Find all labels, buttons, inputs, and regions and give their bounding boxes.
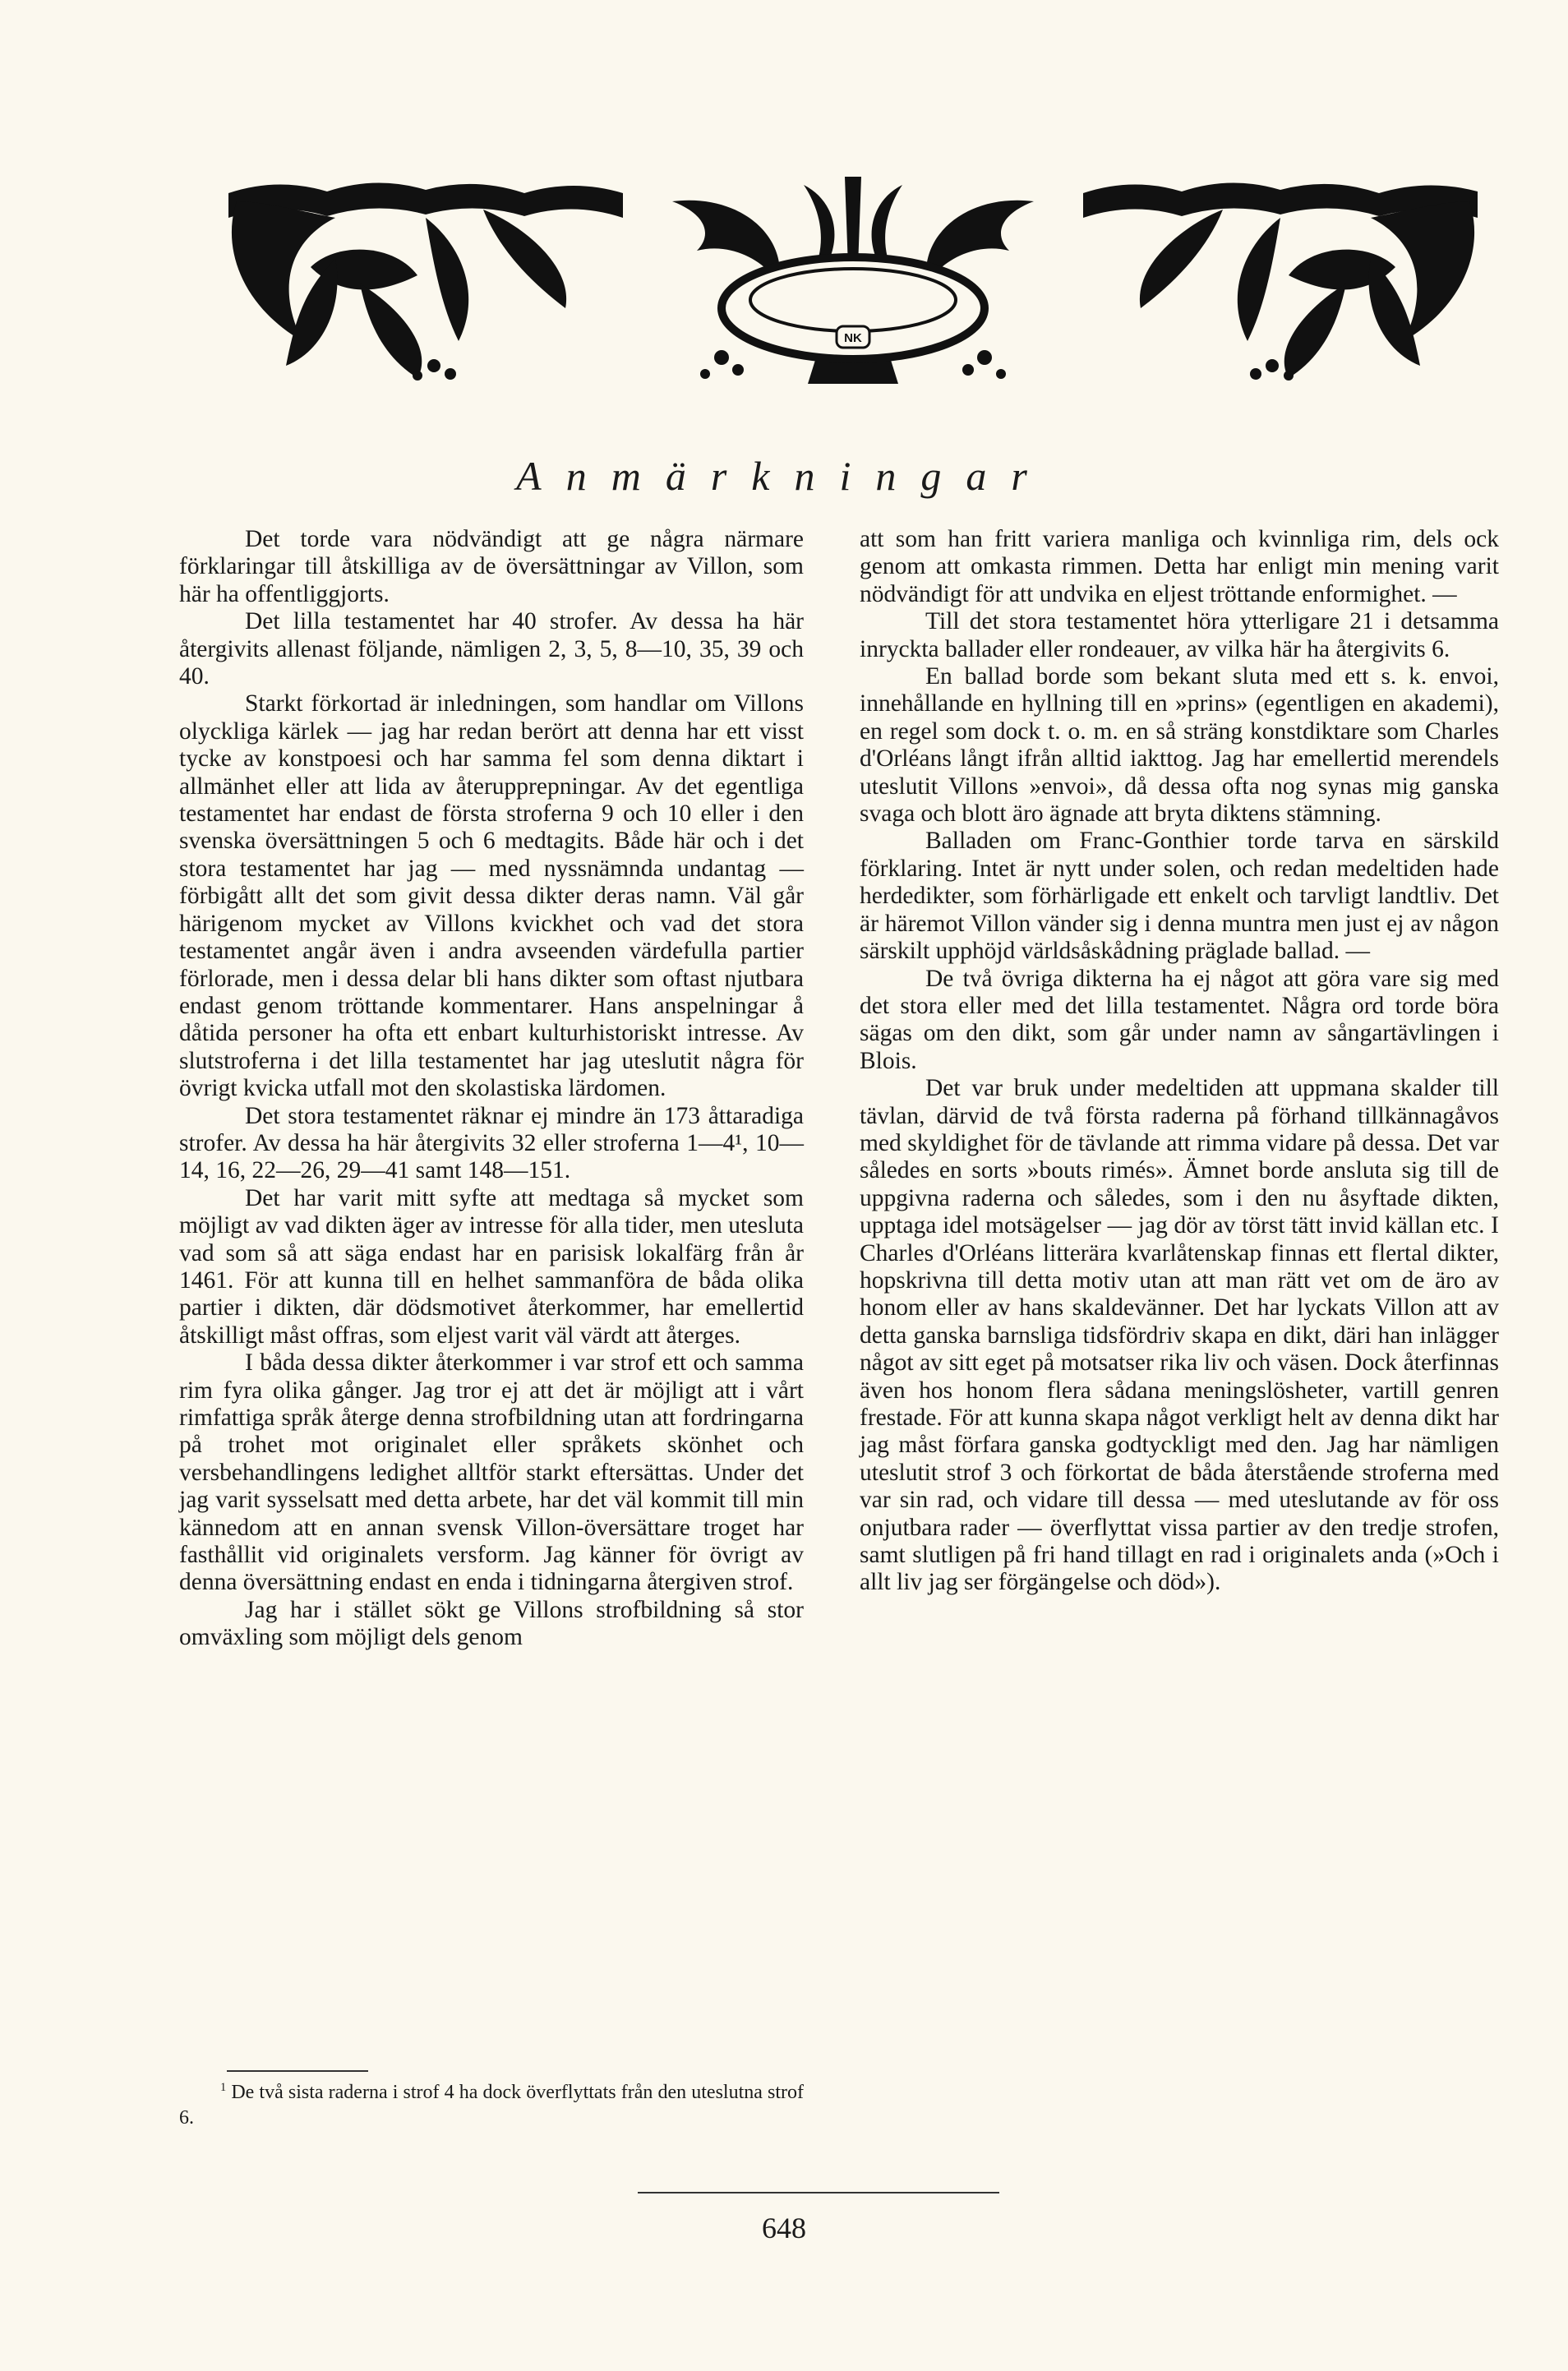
paragraph: Det stora testamentet räknar ej mindre än 173 åttaradiga strofer. Av dessa ha här återgivits 32 eller stroferna 1—4¹, 10—14, 16, 22—26, 29—41 samt 148—151. (179, 1102, 804, 1184)
footnote-body: De två sista raderna i strof 4 ha dock överflyttats från den uteslutna strof 6. (179, 2082, 805, 2129)
footnote (179, 2080, 804, 2131)
page-bottom-rule (638, 2192, 999, 2193)
paragraph: att som han fritt variera manliga och kvinnliga rim, dels ock genom att omkasta rimmen. Detta har enligt min mening varit nödvändigt för att undvika en eljest tröttande enformighet. — (860, 526, 1499, 607)
paragraph: Det torde vara nödvändigt att ge några närmare förklaringar till åtskilliga av de översättningar av Villon, som här ha offentliggjorts. (179, 526, 804, 607)
paragraph: Till det stora testamentet höra ytterligare 21 i detsamma inryckta ballader eller rondeauer, av vilka här ha återgivits 6. (860, 608, 1499, 662)
paragraph: De två övriga dikterna ha ej något att göra vare sig med det stora eller med det lilla testamentet. Några ord torde böra sägas om den dikt, som går under namn av sångartävlingen i Blois. (860, 965, 1499, 1074)
art-nouveau-ornament (212, 168, 1494, 390)
paragraph: Det var bruk under medeltiden att uppmana skalder till tävlan, därvid de två första raderna på förhand tillkännagåvos med skyldighet för de tävlande att rimma vidare på dessa. Det var således en sorts »bouts rimés». Ämnet borde ansluta sig till de uppgivna raderna och således, som i den nu åsyftade dikten, upptaga idel motsägelser — jag dör av törst tätt invid källan etc. I Charles d'Orléans litterära kvarlåtenskap finnas ett flertal dikter, hopskrivna till detta motiv utan att man rätt vet om de äro av honom eller av hans skaldevänner. Det har lyckats Villon att av detta ganska barnsliga tidsfördriv skapa en dikt, däri han inlägger något av sitt eget på motsatser rika liv och väsen. Dock återfinnas även hos honom flera sådana meningslösheter, vartill genren frestade. För att kunna skapa något verkligt helt av denna dikt har jag måst förfara ganska godtyckligt med den. Jag har nämligen uteslutit strof 3 och förkortat de båda återstående stroferna med var sin rad, och vidare till dessa — med uteslutande av för oss onjutbara rader — överflyttat vissa partier av den tredje strofen, samt slutligen på fri hand tillagt en rad i originalets anda (»Och i allt liv jag ser förgängelse och död»). (860, 1075, 1499, 1596)
page-title: Anmärkningar (516, 453, 1052, 499)
paragraph: Starkt förkortad är inledningen, som handlar om Villons olyckliga kärlek — jag har redan berört att denna har ett visst tycke av konstpoesi och har samma fel som denna diktart i allmänhet eller att lida av återupprepningar. Av det egentliga testamentet har endast de första stroferna 9 och 10 eller i den svenska översättningen 5 och 6 medtagits. Både här och i det stora testamentet har jag — med nyssnämnda undantag — förbigått allt det som givit dessa dikter deras namn. Väl går härigenom mycket av Villons kvickhet och vad det stora testamentet angår även i andra avseenden värdefulla partier förlorade, men i dessa delar bli hans dikter som oftast njutbara endast genom tröttande kommentarer. Hans anspelningar å dåtida personer ha ofta ett enbart kulturhistoriskt intresse. Av slutstroferna i det lilla testamentet har jag uteslutit några för övrigt kvicka utfall mot den skolastiska lärdomen. (179, 690, 804, 1102)
paragraph: Balladen om Franc-Gonthier torde tarva en särskild förklaring. Intet är nytt under solen, och redan medeltiden hade herdedikter, som förhärligade ett enkelt och tarvligt landtliv. Det är häremot Villon vänder sig i denna muntra men just ej av någon särskilt upphöjd världsåskådning präglade ballad. — (860, 828, 1499, 965)
left-column (179, 526, 804, 1652)
footnote-text (179, 2080, 804, 2131)
paragraph: Det lilla testamentet har 40 strofer. Av dessa ha här återgivits allenast följande, nämligen 2, 3, 5, 8—10, 35, 39 och 40. (179, 608, 804, 690)
paragraph: En ballad borde som bekant sluta med ett s. k. envoi, innehållande en hyllning till en »prins» (egentligen en akademi), en regel som dock t. o. m. en så sträng konstdiktare som Charles d'Orléans långt ifrån alltid iakttog. Jag har emellertid merendels uteslutit Villons »envoi», då dessa ofta nog synas mig ganska svaga och blott äro ägnade att bryta diktens stämning. (860, 663, 1499, 828)
footnote-mark: 1 (220, 2081, 227, 2094)
right-column (860, 526, 1499, 1597)
monogram: NK (844, 331, 862, 345)
footnote-rule (227, 2070, 368, 2072)
paragraph: I båda dessa dikter återkommer i var strof ett och samma rim fyra olika gånger. Jag tror ej att det är möjligt att i vårt rimfattiga språk återge denna strofbildning utan att fordringarna på trohet mot originalet eller språkets skönhet och versbehandlingens ledighet alltför starkt eftersättas. Under det jag varit sysselsatt med detta arbete, har det väl kommit till min kännedom att en annan svensk Villon-översättare troget har fasthållit vid originalets versform. Jag känner för övrigt av denna översättning endast en enda i tidningarna återgiven strof. (179, 1349, 804, 1596)
page-number: 648 (762, 2212, 806, 2244)
paragraph: Jag har i stället sökt ge Villons strofbildning så stor omväxling som möjligt dels genom (179, 1596, 804, 1651)
paragraph: Det har varit mitt syfte att medtaga så mycket som möjligt av vad dikten äger av intresse för alla tider, men utesluta vad som så att säga endast har en parisisk lokalfärg från år 1461. För att kunna till en helhet sammanföra de båda olika partier i dikten, där dödsmotivet återkommer, har emellertid åtskilligt måst offras, som eljest varit väl värdt att återges. (179, 1184, 804, 1349)
